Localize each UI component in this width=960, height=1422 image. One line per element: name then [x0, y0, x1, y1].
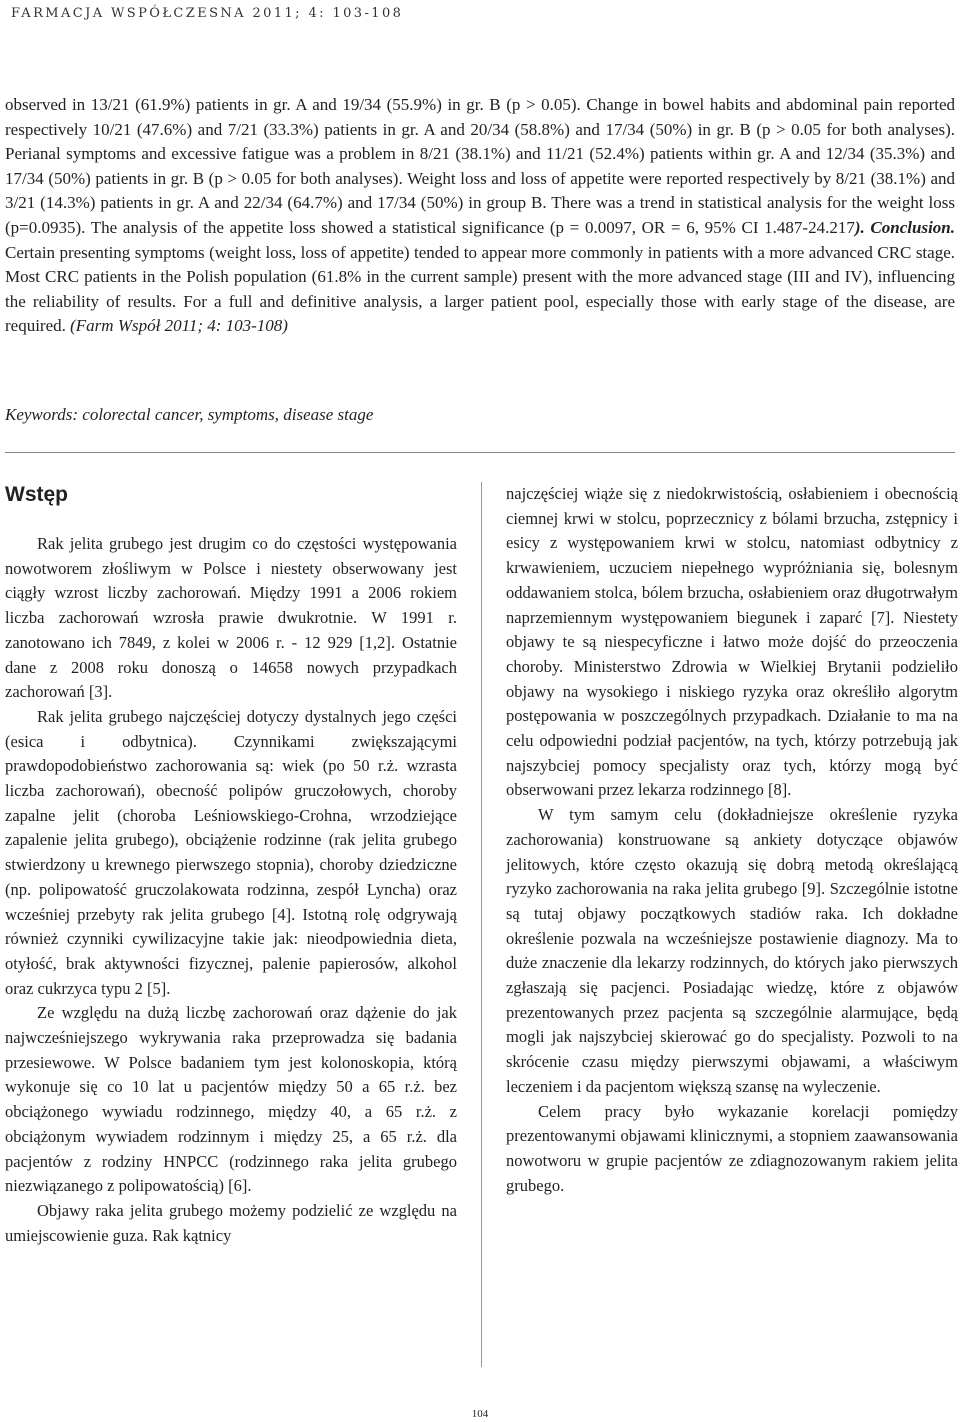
page-number: 104 — [471, 1408, 489, 1420]
right-column — [506, 482, 958, 1198]
journal-name: FARMACJA WSPÓŁCZESNA — [11, 6, 246, 21]
left-paragraph-3: Ze względu na dużą liczbę zachorowań oraz dążenie do jak najwcześniejszego wykrywania raka przeprowadza się badania przesiewowe. W Polsce badaniem tym jest kolonoskopia, którą wykonuje się co 10 lat u pacjentów między 50 a 65 r.ż. bez obciążonego wywiadu rodzinnego, między 40, a 65 r.ż. z obciążonym wywiadem rodzinnym i między 25, a 65 r.ż. dla pacjentów z rodziny HNPCC (rodzinnego raka jelita grubego niezwiązanego z polipowatością) [6]. — [5, 1003, 457, 1196]
conclusion-label: Conclusion. — [864, 217, 955, 237]
right-paragraph-1: najczęściej wiąże się z niedokrwistością, osłabieniem i obecnością ciemnej krwi w stolcu, poprzecznicy z bólami brzucha, zstępnicy i esicy z występowaniem krwi w stolcu, natomiast odbytnicy z krwawieniem, uczuciem niepełnego wypróżniania się, bolesnym oddawaniem stolca, bólem brzucha, osłabieniem oraz długotrwałym naprzemiennym występowaniem biegunek i zaparć [7]. Niestety objawy te są niespecyficzne i łatwo może dojść do przeoczenia choroby. Ministerstwo Zdrowia w Wielkiej Brytanii podzieliło objawy na wysokiego i niskiego ryzyka oraz określiło algorytm postępowania w poszczególnych przypadkach. Działanie to ma na celu odpowiedni podział pacjentów, na tych, którzy potrzebują jak najszybciej pomocy specjalisty oraz tych, którzy mogą być obserwowani przez lekarza rodzinnego [8]. — [506, 484, 958, 800]
conclusion-text: Certain presenting symptoms (weight loss, loss of appetite) tended to appear more commonly in patients with a more advanced CRC stage. Most CRC patients in the Polish population (61.8% in the current sample) present with the more advanced stage (III and IV), influencing the reliability of results. For a full and definitive analysis, a larger patient pool, especially those with early stage of the disease, are required. — [5, 242, 955, 336]
abstract-results-text: observed in 13/21 (61.9%) patients in gr. A and 19/34 (55.9%) in gr. B (p > 0.05). Change in bowel habits and abdominal pain reported respectively 10/21 (47.6%) and 7/21 (33.3%) patients in gr. A and 20/34 (58.8%) and 17/34 (50%) in gr. B (p > 0.05 for both analyses). Perianal symptoms and excessive fatigue was a problem in 8/21 (38.1%) and 11/21 (52.4%) patients within gr. A and 12/34 (35.3%) and 17/34 (50%) patients in gr. B (p > 0.05 for both analyses). Weight loss and loss of appetite were reported respectively by 8/21 (38.1%) and 3/21 (14.3%) patients in gr. A and 22/34 (64.7%) and 17/34 (50%) in group B. There was a trend in statistical analysis for the weight loss (p=0.0935). The analysis of the appetite loss showed a statistical significance (p = 0.0097, OR = 6, 95% CI 1.487-24.217 — [5, 95, 955, 237]
left-paragraph-4: Objawy raka jelita grubego możemy podzielić ze względu na umiejscowienie guza. Rak kątnicy — [5, 1200, 457, 1245]
abstract-paragraph — [5, 93, 955, 339]
section-heading-wstep: Wstęp — [5, 483, 68, 506]
running-header — [11, 6, 403, 21]
citation-reference: (Farm Współ 2011; 4: 103-108) — [65, 316, 288, 336]
left-paragraph-2: Rak jelita grubego najczęściej dotyczy dystalnych jego części (esica i odbytnica). Czynnikami zwiększającymi prawdopodobieństwo zachorowania są: wiek (po 50 r.ż. wzrasta liczba zachorowań), obecność polipów gruczołowych, choroby zapalne jelit (choroba Leśniowskiego-Crohna, wrzodziejące zapalenie jelita grubego), obciążenie rodzinne (rak jelita grubego stwierdzony u krewnego pierwszego stopnia), choroby dziedziczne (np. polipowatość gruczolakowata rodzinna, zespół Lyncha) oraz wcześniej przebyty rak jelita grubego [4]. Istotną rolę odgrywają również czynniki cywilizacyjne takie jak: nieodpowiednia dieta, otyłość, brak aktywności fizycznej, palenie papierosów, alkohol oraz cukrzyca typu 2 [5]. — [5, 706, 457, 998]
right-paragraph-3: Celem pracy było wykazanie korelacji pomiędzy prezentowanymi objawami klinicznymi, a stopniem zaawansowania nowotworu w grupie pacjentów ze zdiagnozowanym rakiem jelita grubego. — [506, 1101, 958, 1195]
abstract-section — [5, 93, 955, 339]
section-divider — [5, 452, 955, 453]
right-paragraph-2: W tym samym celu (dokładniejsze określenie ryzyka zachorowania) konstruowane są ankiety dotyczące objawów jelitowych, które często okazują się dobrą metodą określającą ryzyko zachorowania na raka jelita grubego [9]. Szczególnie istotne są tutaj objawy początkowych stadiów raka. Ich dokładne określenie pozwala na wcześniejsze postawienie diagnozy. Ma to duże znaczenie dla lekarzy rodzinnych, do których jako pierwszych zgłaszają się pacjenci. Posiadając wiedzę, które z objawów prezentowanych przez pacjenta są szczególnie alarmujące, będą mogli jak najszybciej skierować go do specjalisty. Pozwoli to na skrócenie czasu między pierwszymi objawami, a właściwym leczeniem i da pacjentom większą szansę na wyleczenie. — [506, 805, 958, 1096]
keywords: Keywords: colorectal cancer, symptoms, disease stage — [5, 405, 374, 424]
abstract-paren-close: ). — [854, 217, 865, 237]
left-column — [5, 482, 457, 1248]
left-paragraph-1: Rak jelita grubego jest drugim co do częstości występowania nowotworem złośliwym w Polsce i niestety obserwowany jest ciągły wzrost liczby zachorowań. Między 1991 a 2006 rokiem liczba zachorowań wzrosła prawie dwukrotnie. W 1991 r. zanotowano ich 7849, z kolei w 2006 r. - 12 929 [1,2]. Ostatnie dane z 2008 roku donoszą o 14658 nowych przypadkach zachorowań [3]. — [5, 534, 457, 702]
column-separator — [481, 482, 482, 1367]
journal-citation: 2011; 4: 103-108 — [245, 6, 404, 21]
